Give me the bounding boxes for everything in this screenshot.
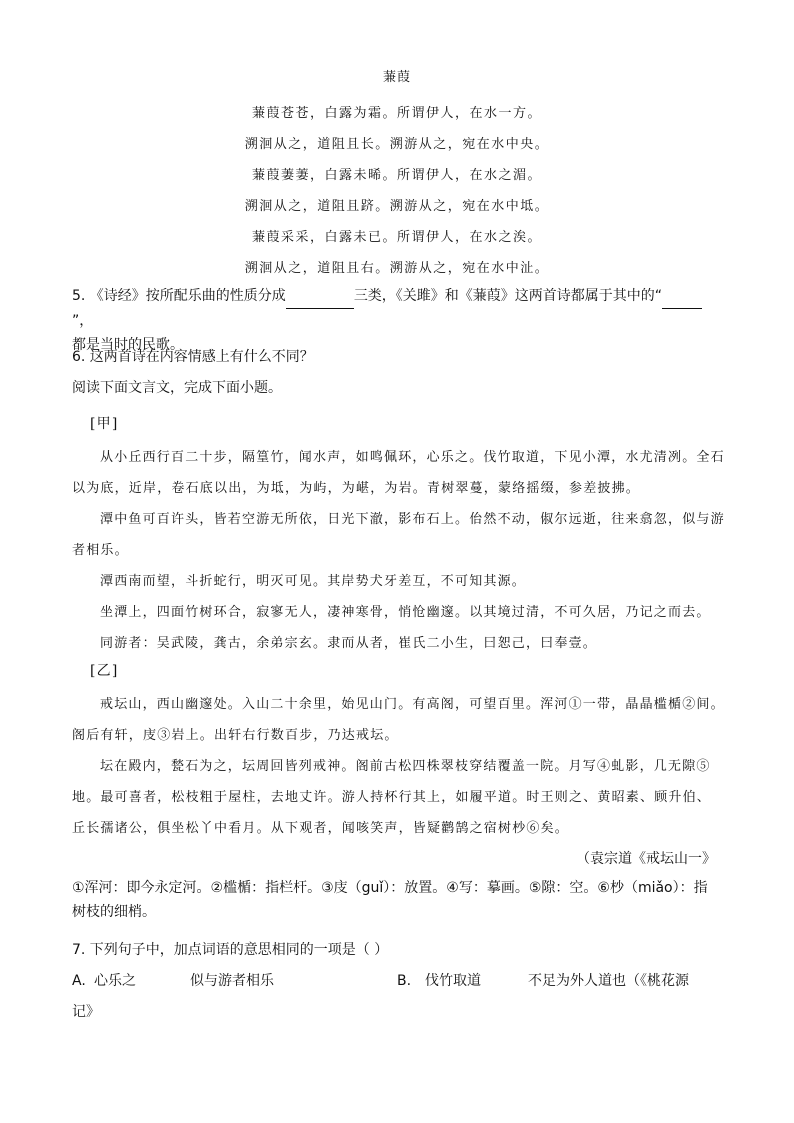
paragraph-line: 丘长孺诸公，俱坐松丫中看月。从下观者，闻咳笑声，皆疑鹳鹄之宿树杪⑥矣。 [72,821,570,836]
poem-line: 蒹葭采采，白露未已。所谓伊人，在水之涘。 [251,230,542,245]
option-b-phrase-2: 不足为外人道也（《桃花源 [528,973,689,989]
option-a-label[interactable]: A. [72,973,86,989]
question-5-text-d: 都是当时的民歌。 [72,337,184,353]
paragraph-line: 以为底，近岸，卷石底以出，为坻，为屿，为嵁，为岩。青树翠蔓，蒙络摇缀，参差披拂。 [72,481,641,496]
option-a-phrase-2: 似与游者相乐 [190,973,274,989]
source-citation: （袁宗道《戒坛山一》 [576,851,716,867]
paragraph-line: 戒坛山，西山幽邃处。入山二十余里，始见山门。有高阁，可望百里。浑河①一带，晶晶槛楯②间。 [100,697,725,712]
paragraph-line: 地。最可喜者，松枝粗于屋柱，去地丈许。游人持杯行其上，如履平道。时王则之、黄昭素、顾升伯、 [72,790,712,805]
footnotes-line: 树枝的细梢。 [72,904,156,920]
footnotes-line: ①浑河：即今永定河。②槛楯：指栏杆。③庋（guǐ）：放置。④写：摹画。⑤隙：空。⑥杪（miǎo）：指 [72,880,708,896]
paragraph-line: 从小丘西行百二十步，隔篁竹，闻水声，如鸣佩环，心乐之。伐竹取道，下见小潭，水尤清冽。全石 [100,450,725,465]
option-b-continuation: 记》 [72,1004,100,1020]
paragraph-line: 潭西南而望，斗折蛇行，明灭可见。其岸势犬牙差互，不可知其源。 [100,574,527,589]
question-7-stem: 7. 下列句子中，加点词语的意思相同的一项是（ ） [72,942,389,958]
poem-line: 溯洄从之，道阻且跻。溯游从之，宛在水中坻。 [244,199,550,214]
paragraph-line: 潭中鱼可百许头，皆若空游无所依，日光下澈，影布石上。佁然不动，俶尔远逝，往来翕忽，似与游 [100,512,725,527]
paragraph-line: 同游者：吴武陵，龚古，余弟宗玄。隶而从者，崔氏二小生，曰恕己，曰奉壹。 [100,636,598,651]
question-5-text-b: 三类，《关雎》和《蒹葭》这两首诗都属于其中的“ [353,288,663,304]
paragraph-line: 者相乐。 [72,543,129,558]
answer-blank[interactable] [286,284,354,309]
section-jia-label: [甲] [90,416,119,432]
poem-line: 蒹葭萋萋，白露未晞。所谓伊人，在水之湄。 [251,168,542,183]
paragraph-line: 阁后有轩，庋③岩上。出轩右行数百步，乃达戒坛。 [72,728,399,743]
reading-instruction: 阅读下面文言文，完成下面小题。 [72,380,282,396]
option-b-label[interactable]: B. [397,973,412,989]
paragraph-line: 坐潭上，四面竹树环合，寂寥无人，凄神寒骨，悄怆幽邃。以其境过清，不可久居，乃记之而去。 [100,605,711,620]
poem-line: 溯洄从之，道阻且右。溯游从之，宛在水中沚。 [244,261,550,276]
footnotes [72,876,722,924]
section-yi-label: [乙] [90,663,119,679]
question-6: 6. 这两首诗在内容情感上有什么不同？ [72,349,314,365]
option-a-phrase-1: 心乐之 [94,973,136,989]
paragraph-line: 坛在殿内，甃石为之，坛周回皆列戒神。阁前古松四株翠枝穿结覆盖一院。月写④虬影，几无隙⑤ [100,759,711,774]
question-7-options [72,969,732,993]
poem-title: 蒹葭 [382,70,411,85]
answer-blank[interactable] [662,284,702,309]
poem-line: 蒹葭苍苍，白露为霜。所谓伊人，在水一方。 [251,106,542,121]
option-b-phrase-1: 伐竹取道 [425,973,481,989]
question-5-text-c: ”， [72,313,94,329]
poem-line: 溯洄从之，道阻且长。溯游从之，宛在水中央。 [244,137,550,152]
question-5-text-a: 5. 《诗经》按所配乐曲的性质分成 [72,288,286,304]
